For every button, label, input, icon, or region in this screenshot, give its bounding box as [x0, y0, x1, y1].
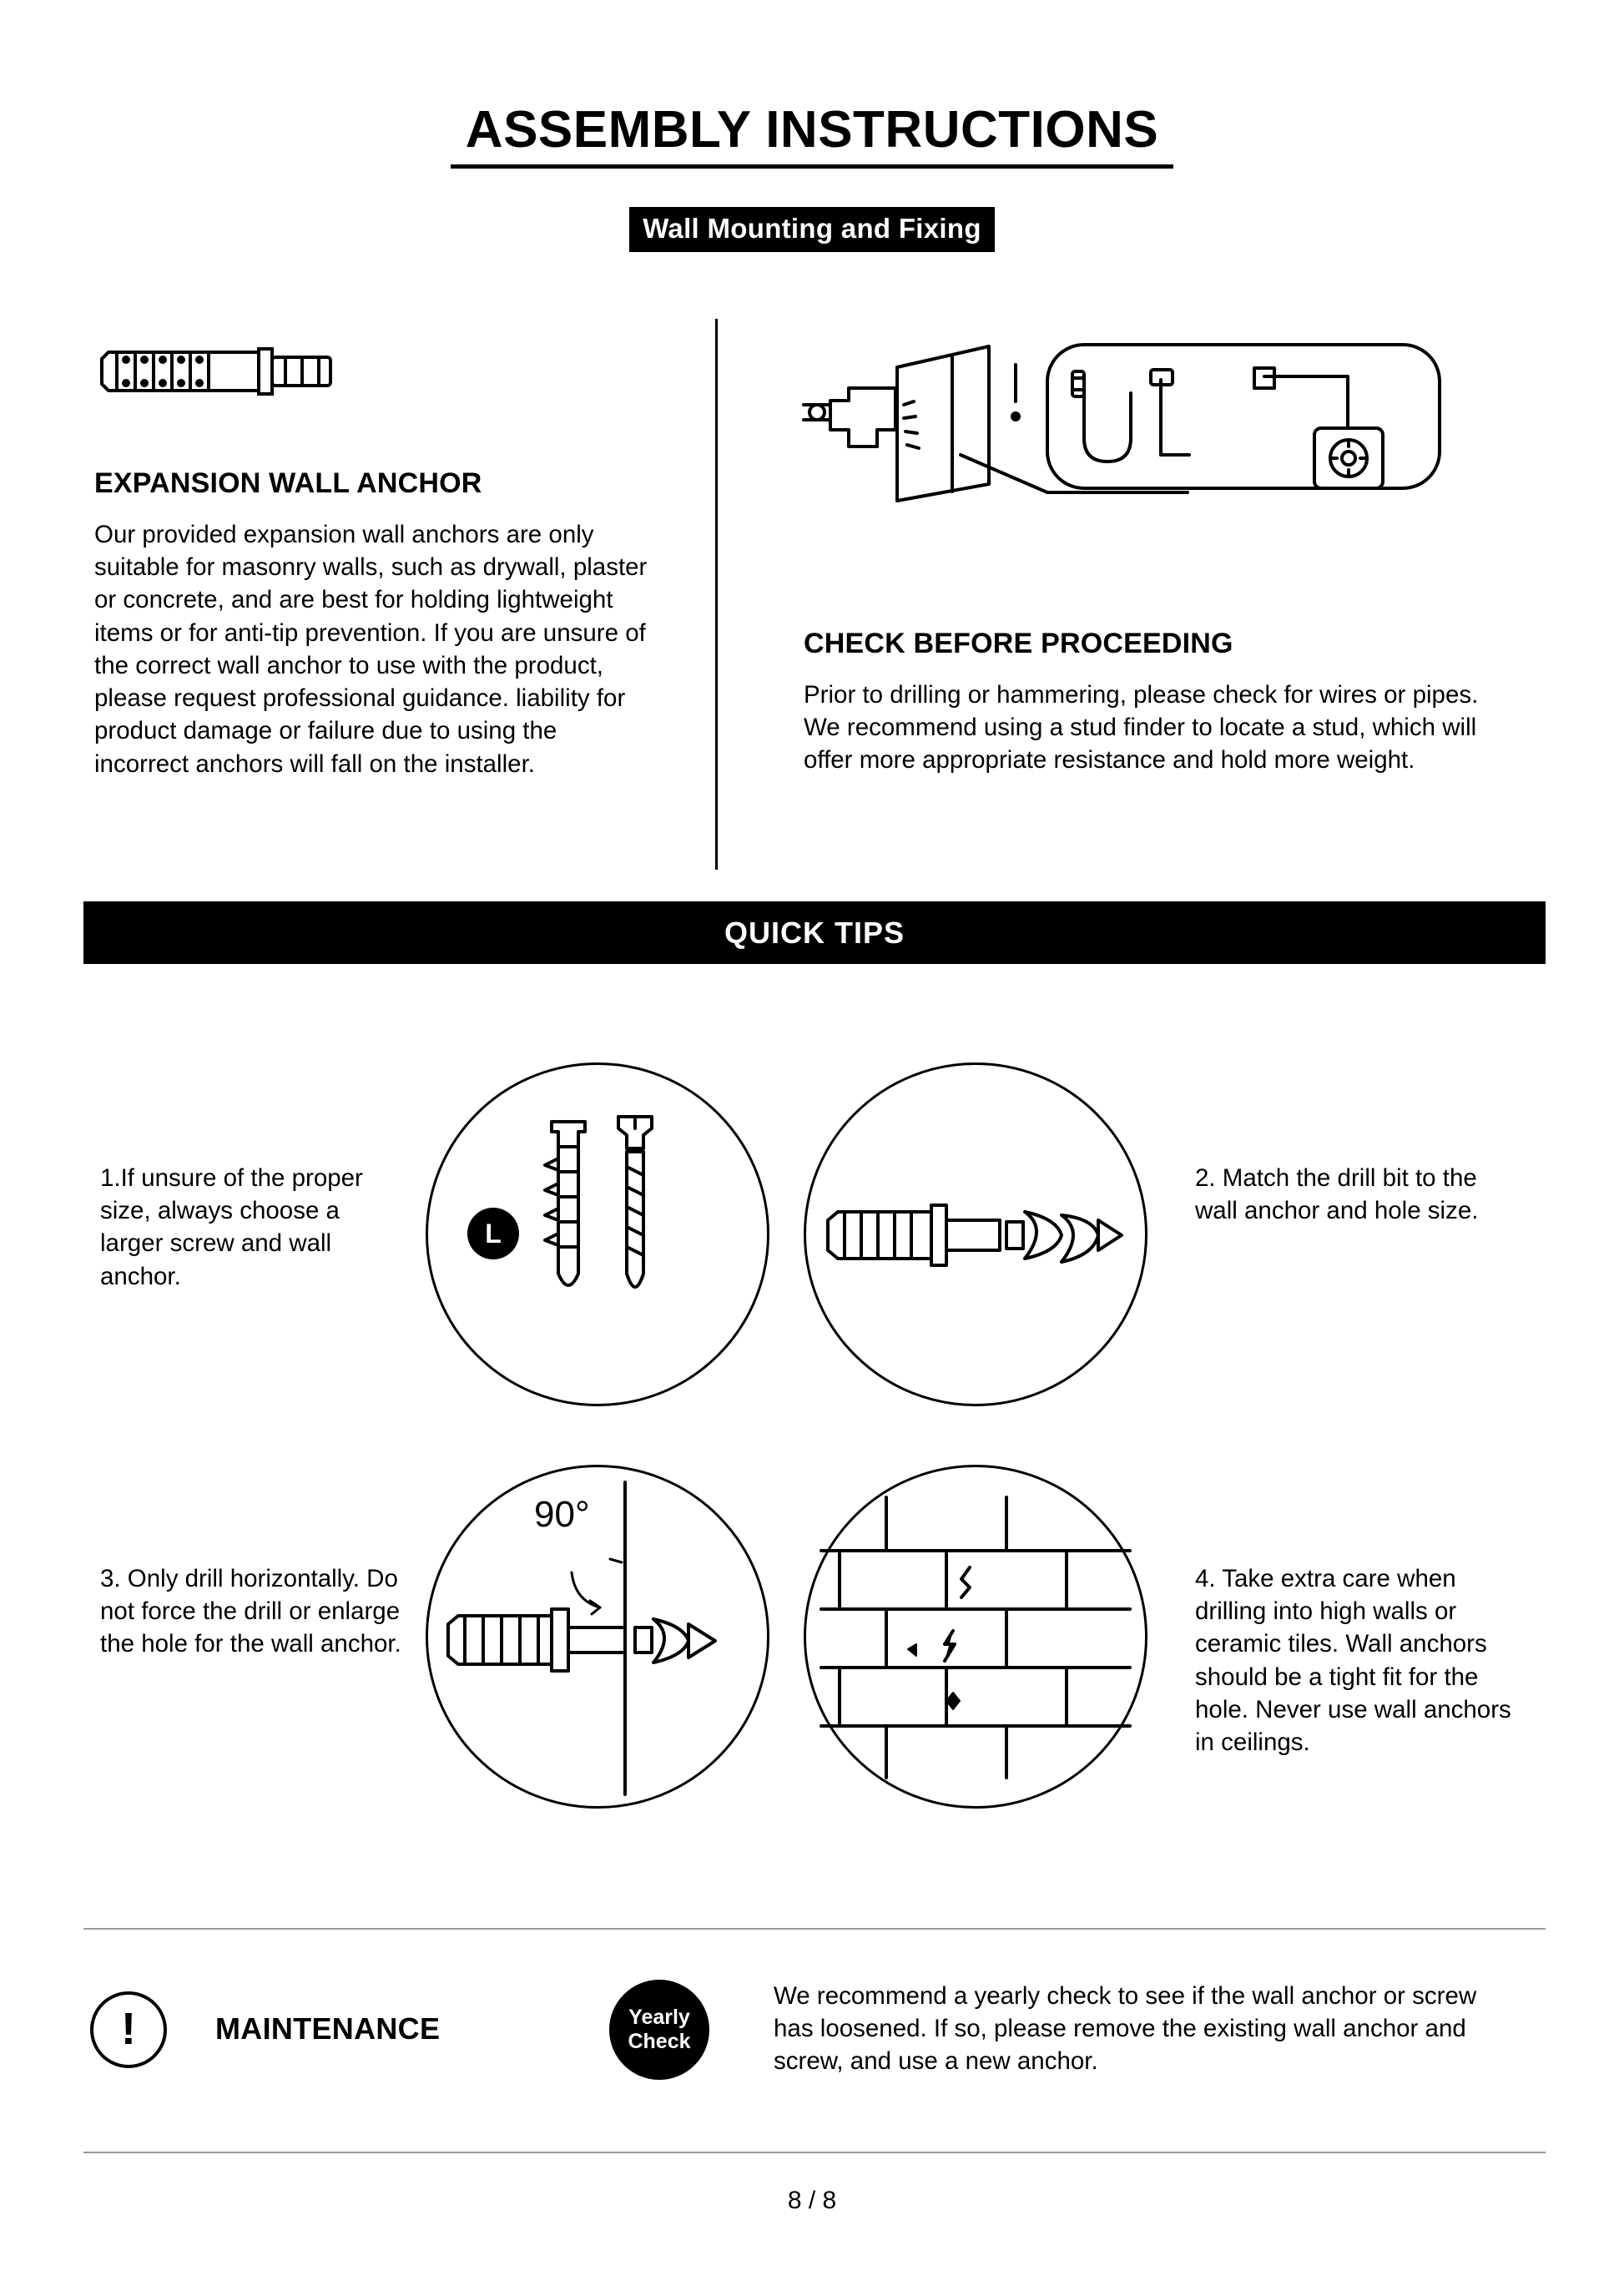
expansion-wall-anchor-block — [94, 467, 653, 780]
maintenance-divider-bottom — [83, 2152, 1546, 2153]
tip-1-size-badge-text: L — [485, 1218, 502, 1249]
expansion-wall-anchor-body: Our provided expansion wall anchors are only suitable for masonry walls, such as drywall, plaster or concrete, and are best for holding lightweight items or for anti-tip prevention. If you are unsure of the correct wall anchor to use with the product, please request professional guidance. liability for product damage or failure due to using the incorrect anchors will fall on the installer. — [94, 521, 648, 778]
drill-wall-warning-icon — [797, 321, 1465, 522]
exclamation-circle-icon — [90, 1991, 167, 2068]
maintenance-body: We recommend a yearly check to see if the wall anchor or screw has loosened. If so, please remove the existing wall anchor and screw, and use a new anchor. — [774, 1982, 1477, 2076]
column-divider — [715, 319, 718, 870]
yearly-check-line1: Yearly — [628, 2006, 690, 2030]
maintenance-divider-top — [83, 1928, 1546, 1930]
page-number: 8 / 8 — [787, 2187, 837, 2214]
wall-anchor-icon — [92, 334, 342, 409]
quick-tips-banner — [83, 901, 1546, 964]
quick-tips-banner-text: QUICK TIPS — [724, 915, 905, 950]
yearly-check-line2: Check — [628, 2030, 691, 2053]
tip-3-illustration — [426, 1465, 769, 1809]
yearly-check-badge — [609, 1980, 709, 2080]
page-title-text: ASSEMBLY INSTRUCTIONS — [451, 100, 1173, 169]
page-title — [0, 100, 1624, 169]
tip-1-size-badge — [467, 1208, 519, 1259]
page-subtitle-text: Wall Mounting and Fixing — [629, 207, 995, 252]
tip-3-text: 3. Only drill horizontally. Do not force the drill or enlarge the hole for the wall anchor. — [100, 1565, 401, 1658]
exclamation-glyph: ! — [121, 2004, 136, 2054]
tip-4-illustration — [804, 1465, 1147, 1809]
tip-2-text: 2. Match the drill bit to the wall anchor and hole size. — [1195, 1164, 1479, 1225]
tip-4-text: 4. Take extra care when drilling into high walls or ceramic tiles. Wall anchors should be a tight fit for the hole. Never use wall anchors in ceilings. — [1195, 1565, 1511, 1757]
check-before-proceeding-heading: CHECK BEFORE PROCEEDING — [804, 628, 1233, 659]
maintenance-label: MAINTENANCE — [215, 2011, 441, 2046]
check-before-proceeding-body: Prior to drilling or hammering, please check for wires or pipes. We recommend using a stud finder to locate a stud, which will offer more appropriate resistance and hold more weight. — [804, 681, 1479, 775]
check-before-proceeding-block — [804, 628, 1513, 777]
tip-1-text: 1.If unsure of the proper size, always choose a larger screw and wall anchor. — [100, 1164, 363, 1290]
expansion-wall-anchor-heading: EXPANSION WALL ANCHOR — [94, 467, 482, 499]
page-subtitle — [0, 207, 1624, 252]
tip-3-angle-label: 90° — [534, 1494, 590, 1535]
tip-2-illustration — [804, 1062, 1147, 1406]
